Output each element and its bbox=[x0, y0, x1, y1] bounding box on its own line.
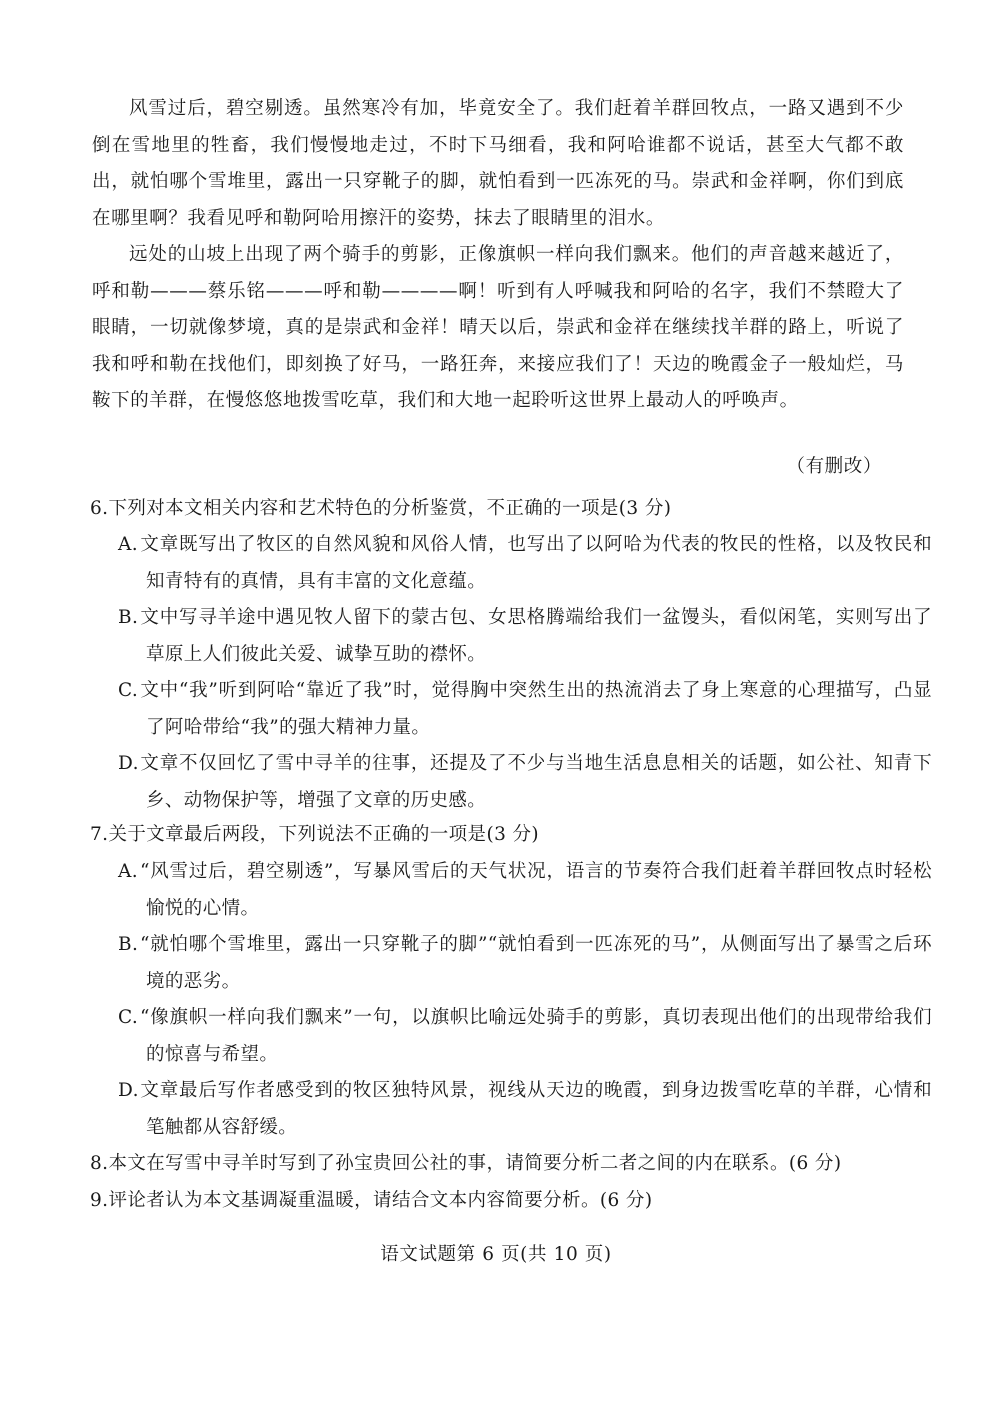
option-key: A. bbox=[118, 534, 139, 555]
option-key: C. bbox=[118, 1007, 139, 1028]
question-7-stem: 7.关于文章最后两段，下列说法不正确的一项是(3 分) bbox=[90, 824, 540, 845]
option-text: 文中写寻羊途中遇见牧人留下的蒙古包、女思格腾端给我们一盆馒头，看似闲笔，实则写出了草原上人们彼此关爱、诚挚互助的襟怀。 bbox=[140, 607, 932, 665]
question-7-option-a bbox=[118, 854, 932, 927]
question-6-option-a bbox=[118, 527, 932, 600]
passage-paragraph-1: 风雪过后，碧空剔透。虽然寒冷有加，毕竟安全了。我们赶着羊群回牧点，一路又遇到不少倒在雪地里的牲畜，我们慢慢地走过，不时下马细看，我和阿哈谁都不说话，甚至大气都不敢出，就怕哪个雪堆里，露出一只穿靴子的脚，就怕看到一匹冻死的马。崇武和金祥啊，你们到底在哪里啊？我看见呼和勒阿哈用擦汗的姿势，抹去了眼睛里的泪水。 bbox=[92, 98, 904, 229]
question-6-option-c bbox=[118, 673, 932, 746]
option-text: “像旗帜一样向我们飘来”一句，以旗帜比喻远处骑手的剪影，真切表现出他们的出现带给我们的惊喜与希望。 bbox=[140, 1007, 932, 1065]
passage-source-note: （有删改） bbox=[786, 456, 882, 477]
option-key: D. bbox=[118, 1080, 139, 1101]
question-6-option-d bbox=[118, 746, 932, 819]
option-text: 文章最后写作者感受到的牧区独特风景，视线从天边的晚霞，到身边拨雪吃草的羊群，心情和笔触都从容舒缓。 bbox=[140, 1080, 932, 1138]
option-key: D. bbox=[118, 753, 139, 774]
option-key: B. bbox=[118, 934, 139, 955]
option-text: “风雪过后，碧空剔透”，写暴风雪后的天气状况，语言的节奏符合我们赶着羊群回牧点时轻松愉悦的心情。 bbox=[140, 861, 932, 919]
option-text: 文章既写出了牧区的自然风貌和风俗人情，也写出了以阿哈为代表的牧民的性格，以及牧民和知青特有的真情，具有丰富的文化意蕴。 bbox=[140, 534, 932, 592]
option-text: 文中“我”听到阿哈“靠近了我”时，觉得胸中突然生出的热流消去了身上寒意的心理描写，凸显了阿哈带给“我”的强大精神力量。 bbox=[140, 680, 932, 738]
question-7-option-d bbox=[118, 1073, 932, 1146]
question-6-stem: 6.下列对本文相关内容和艺术特色的分析鉴赏，不正确的一项是(3 分) bbox=[90, 498, 672, 519]
option-key: A. bbox=[118, 861, 139, 882]
option-text: 文章不仅回忆了雪中寻羊的往事，还提及了不少与当地生活息息相关的话题，如公社、知青下乡、动物保护等，增强了文章的历史感。 bbox=[140, 753, 932, 811]
passage-paragraph-2: 远处的山坡上出现了两个骑手的剪影，正像旗帜一样向我们飘来。他们的声音越来越近了，呼和勒———蔡乐铭———呼和勒————啊！听到有人呼喊我和阿哈的名字，我们不禁瞪大了眼睛，一切就像梦境，真的是崇武和金祥！晴天以后，崇武和金祥在继续找羊群的路上，听说了我和呼和勒在找他们，即刻换了好马，一路狂奔，来接应我们了！天边的晚霞金子一般灿烂，马鞍下的羊群，在慢悠悠地拨雪吃草，我们和大地一起聆听这世界上最动人的呼唤声。 bbox=[92, 244, 904, 411]
option-key: C. bbox=[118, 680, 139, 701]
question-8-stem: 8.本文在写雪中寻羊时写到了孙宝贵回公社的事，请简要分析二者之间的内在联系。(6 分) bbox=[90, 1153, 842, 1174]
option-key: B. bbox=[118, 607, 139, 628]
question-7-option-b bbox=[118, 927, 932, 1000]
option-text: “就怕哪个雪堆里，露出一只穿靴子的脚”“就怕看到一匹冻死的马”，从侧面写出了暴雪之后环境的恶劣。 bbox=[140, 934, 932, 992]
question-9-stem: 9.评论者认为本文基调凝重温暖，请结合文本内容简要分析。(6 分) bbox=[90, 1190, 653, 1211]
page-footer: 语文试题第 6 页(共 10 页) bbox=[380, 1244, 612, 1265]
question-7-option-c bbox=[118, 1000, 932, 1073]
question-6-option-b bbox=[118, 600, 932, 673]
